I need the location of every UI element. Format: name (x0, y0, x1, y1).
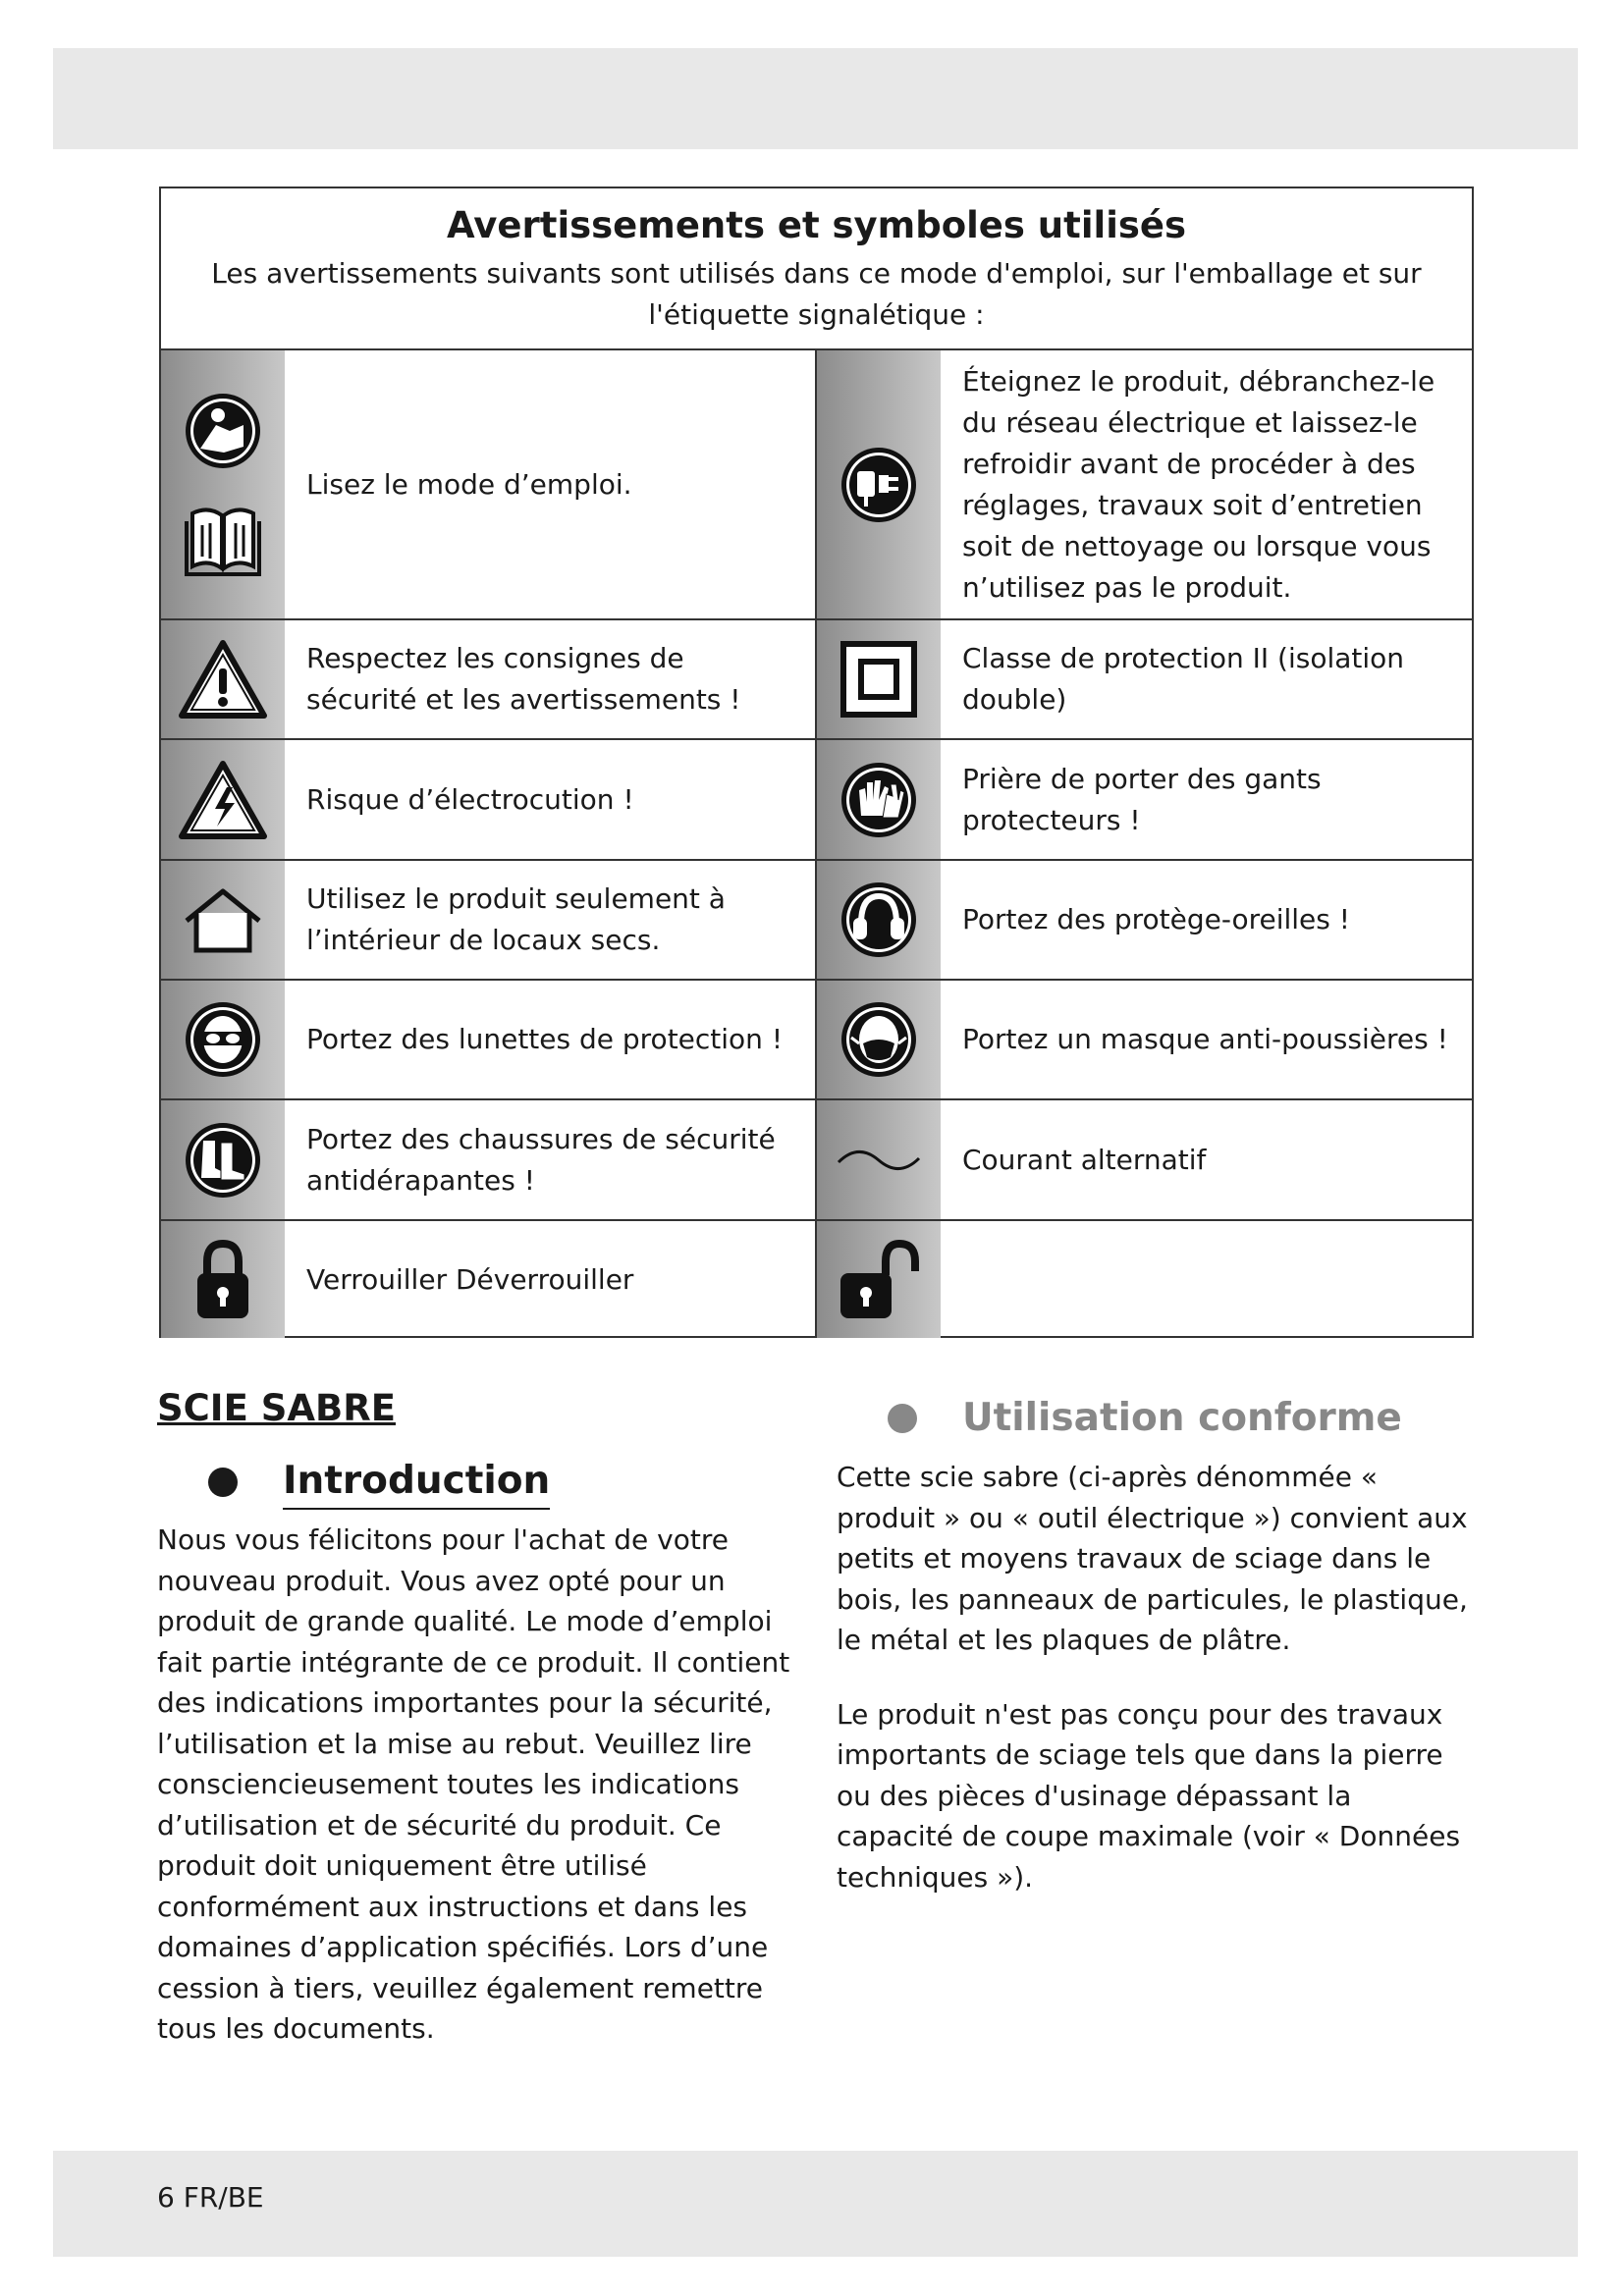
symbol-description: Utilisez le produit seulement à l’intérieur de locaux secs. (285, 861, 817, 979)
page-number: 6 FR/BE (157, 2181, 264, 2214)
symbol-row (161, 1221, 1472, 1338)
symbol-description: Portez des protège-oreilles ! (962, 903, 1350, 935)
table-intro: Les avertissements suivants sont utilisés dans ce mode d'emploi, sur l'emballage et sur l'étiquette signalétique : (211, 257, 1422, 331)
left-column (157, 1384, 805, 2050)
safety-goggles-icon (161, 981, 285, 1098)
symbol-description: Lisez le mode d’emploi. (285, 350, 817, 618)
section-title: SCIE SABRE (157, 1387, 396, 1429)
bullet-icon (208, 1468, 238, 1497)
symbol-description: Portez des chaussures de sécurité antidérapantes ! (285, 1100, 817, 1219)
symbol-row (161, 740, 1472, 861)
lock-closed-icon (161, 1221, 285, 1338)
footer-band (53, 2151, 1578, 2257)
intended-use-heading (837, 1392, 1475, 1445)
symbol-description: Prière de porter des gants protecteurs ! (962, 762, 1322, 836)
alternating-current-icon (817, 1100, 941, 1219)
symbol-row (161, 981, 1472, 1100)
symbol-row (161, 1100, 1472, 1221)
right-column (837, 1392, 1475, 1897)
intended-use-paragraph: Cette scie sabre (ci-après dénommée « produit » ou « outil électrique ») convient aux petits et moyens travaux de sciage dans le bois, les panneaux de particules, le plastique, le métal et les plaques de plâtre. (837, 1461, 1468, 1656)
symbol-row (161, 861, 1472, 981)
protection-class-ii-icon (817, 620, 941, 738)
electric-shock-icon (161, 740, 285, 859)
introduction-heading (157, 1455, 805, 1510)
symbol-description: Éteignez le produit, débranchez-le du réseau électrique et laissez-le refroidir avant de procéder à des réglages, travaux soit d’entretien soit de nettoyage ou lorsque vous n’utilisez pas le produit. (962, 364, 1435, 604)
symbol-description: Portez des lunettes de protection ! (285, 981, 817, 1098)
bullet-icon (888, 1404, 917, 1433)
unplug-icon (817, 350, 941, 618)
not-intended-paragraph: Le produit n'est pas conçu pour des travaux importants de sciage tels que dans la pierre ou des pièces d'usinage dépassant la capacité de coupe maximale (voir « Données techniques »). (837, 1697, 1461, 1894)
introduction-heading-text: Introduction (283, 1455, 550, 1510)
read-manual-icon (161, 350, 285, 618)
intended-use-heading-text: Utilisation conforme (962, 1396, 1402, 1440)
symbol-description: Verrouiller Déverrouiller (285, 1221, 817, 1338)
symbol-description: Portez un masque anti-poussières ! (962, 1023, 1448, 1055)
table-title: Avertissements et symboles utilisés (446, 204, 1187, 246)
symbol-row (161, 350, 1472, 620)
symbol-description: Classe de protection II (isolation double) (962, 642, 1405, 716)
gloves-icon (817, 740, 941, 859)
safety-boots-icon (161, 1100, 285, 1219)
symbol-description-empty (941, 1221, 1474, 1338)
symbols-table (159, 187, 1474, 1338)
house-icon (161, 861, 285, 979)
symbol-description: Respectez les consignes de sécurité et les avertissements ! (285, 620, 817, 738)
symbol-description: Courant alternatif (962, 1143, 1207, 1176)
warning-triangle-icon (161, 620, 285, 738)
lock-open-icon (817, 1221, 941, 1338)
dust-mask-icon (817, 981, 941, 1098)
symbol-description: Risque d’électrocution ! (285, 740, 817, 859)
header-band (53, 48, 1578, 149)
introduction-paragraph: Nous vous félicitons pour l'achat de votre nouveau produit. Vous avez opté pour un produit de grande qualité. Le mode d’emploi fait partie intégrante de ce produit. Il contient des indications importantes pour la sécurité, l’utilisation et la mise au rebut. Veuillez lire consciencieusement toutes les indications d’utilisation et de sécurité du produit. Ce produit doit uniquement être utilisé conformément aux instructions et dans les domaines d’application spécifiés. Lors d’une cession à tiers, veuillez également remettre tous les documents. (157, 1523, 790, 2045)
ear-protection-icon (817, 861, 941, 979)
symbol-row (161, 620, 1472, 740)
table-header (161, 188, 1472, 350)
